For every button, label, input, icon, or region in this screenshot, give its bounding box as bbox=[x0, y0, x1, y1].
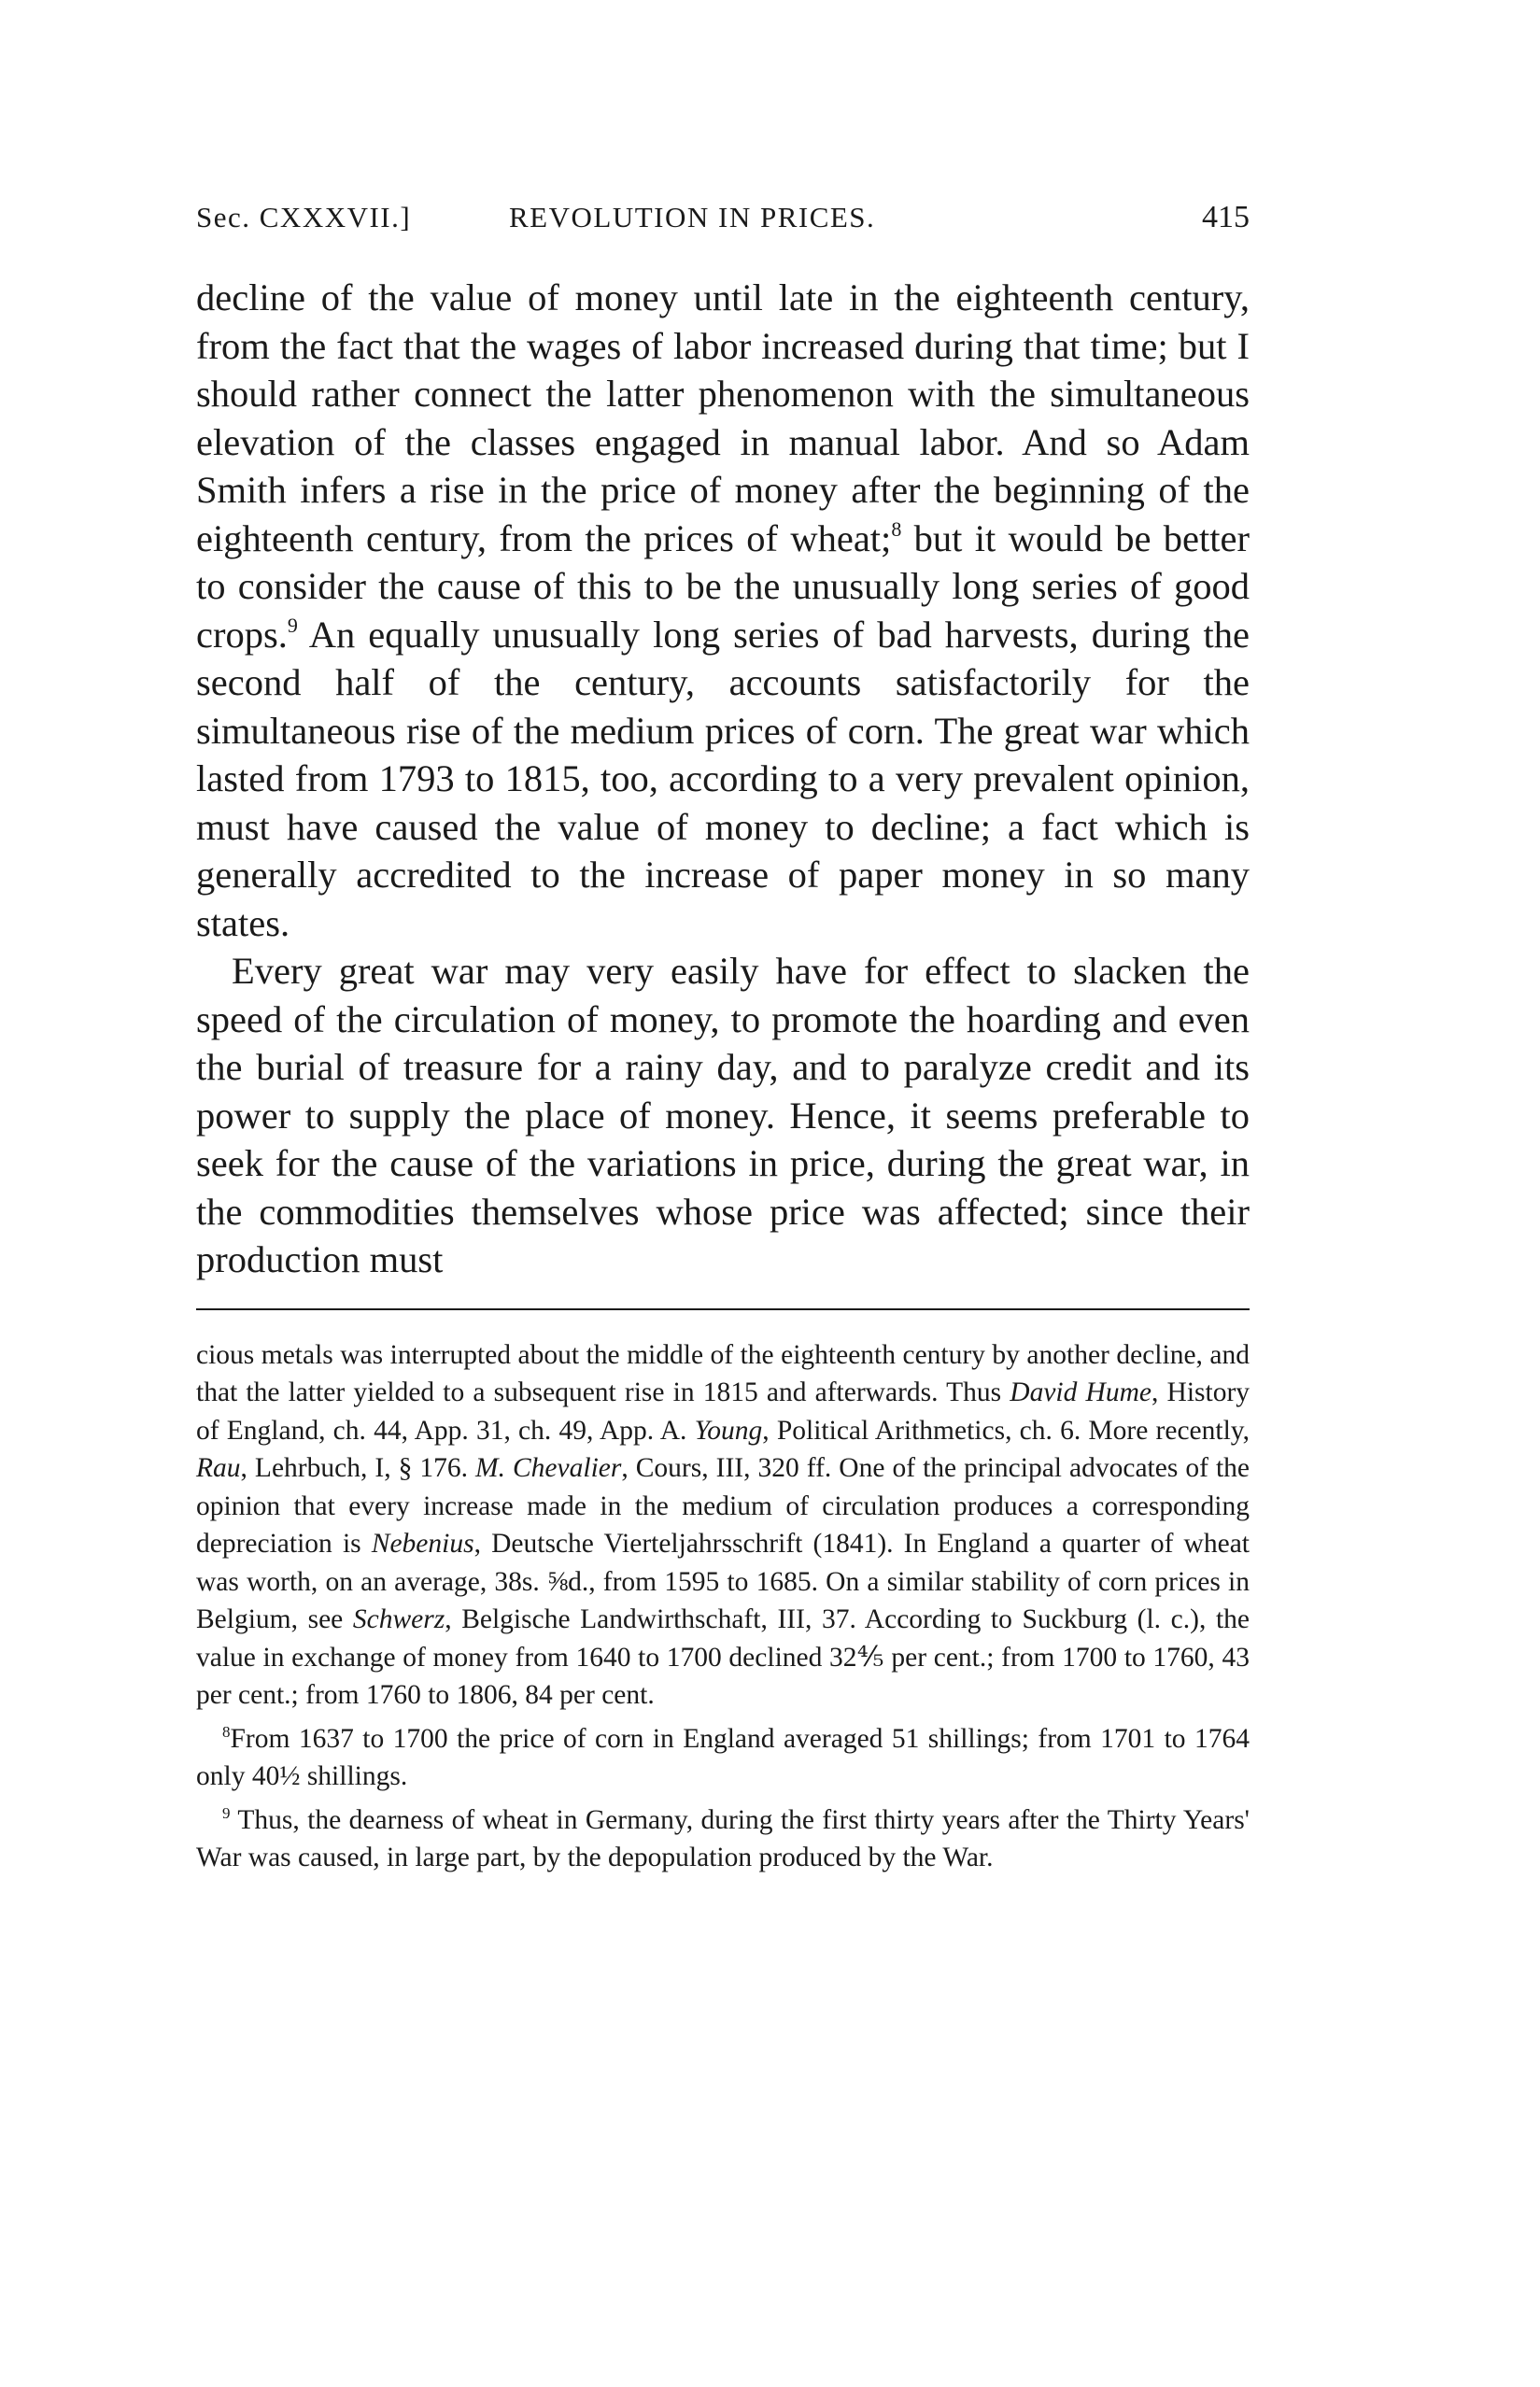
fn-text: , Lehrbuch, I, § 176. bbox=[240, 1453, 476, 1483]
fn-text: , History of England, ch. 44, App. 31, ch. 49, App. A. bbox=[196, 1377, 1250, 1446]
footnote-9 bbox=[196, 1801, 1250, 1877]
paragraph-1-text-a: decline of the value of money until late in the eighteenth century, from the fact that the wages of labor increased during that time; but I should rather connect the latter phenomenon with the simultaneous elevation of the classes engaged in manual labor. And so Adam Smith infers a rise in the price of money after the beginning of the eighteenth century, from the prices of wheat; bbox=[196, 276, 1250, 559]
paragraph-1 bbox=[196, 274, 1250, 947]
footnote-ref-9[interactable]: 9 bbox=[287, 613, 298, 637]
running-title: REVOLUTION IN PRICES. bbox=[509, 201, 876, 233]
paragraph-1-text-c: An equally unusually long series of bad harvests, during the second half of the century, accounts satisfactorily for the simultaneous rise of the medium prices of corn. The great war which lasted from 1793 to 1815, too, according to a very prevalent opinion, must have caused the value of money to decline; a fact which is generally accredited to the increase of paper money in so many states. bbox=[196, 613, 1250, 944]
fn-text: , Belgische Landwirthschaft, III, 37. According to Suckburg (l. c.), the value in exchange of money from 1640 to 1700 declined 32⅘ per cent.; from 1700 to 1760, 43 per cent.; from 1760 to 1806, 84 per cent. bbox=[196, 1604, 1250, 1710]
paragraph-2: Every great war may very easily have for effect to slacken the speed of the circulation of money, to promote the hoarding and even the burial of treasure for a rainy day, and to paralyze credit and its power to supply the place of money. Hence, it seems preferable to seek for the cause of the variations in price, during the great war, in the commodities themselves whose price was affected; since their production must bbox=[196, 950, 1250, 1280]
fn-text: , Deutsche Vierteljahrsschrift (1841). In England a quarter of wheat was worth, on an average, 38s. ⅝d., from 1595 to 1685. On a similar stability of corn prices in Belgium, see bbox=[196, 1529, 1250, 1634]
footnote-continuation bbox=[196, 1336, 1250, 1715]
running-head bbox=[196, 191, 1250, 244]
book-page bbox=[196, 191, 1250, 1877]
paragraph-1-text-b: but it would be better to consider the cause of this to be the unusually long series of good crops. bbox=[196, 516, 1250, 656]
footnote-ref-8[interactable]: 8 bbox=[891, 516, 902, 541]
page-number: 415 bbox=[1202, 200, 1250, 234]
fn-text: cious metals was interrupted about the middle of the eighteenth century by another decline, and that the latter yielded to a subsequent rise in 1815 and afterwards. Thus bbox=[196, 1339, 1250, 1407]
footnote-9-mark: 9 bbox=[222, 1803, 231, 1822]
footnotes bbox=[196, 1336, 1250, 1877]
fn-text: , Political Arithmetics, ch. 6. More recently, bbox=[762, 1415, 1250, 1446]
footnote-8 bbox=[196, 1720, 1250, 1796]
author-name: Young bbox=[694, 1415, 763, 1446]
author-name: Nebenius bbox=[371, 1529, 474, 1559]
author-name: David Hume bbox=[1010, 1377, 1151, 1407]
body-text bbox=[196, 274, 1250, 1284]
footnote-8-mark: 8 bbox=[222, 1722, 231, 1741]
author-name: Schwerz bbox=[352, 1604, 445, 1634]
footnote-rule bbox=[196, 1308, 1250, 1310]
fn-text: , Cours, III, 320 ff. One of the principal advocates of the opinion that every increase made in the medium of circulation produces a corresponding depreciation is bbox=[196, 1453, 1250, 1559]
author-name: M. Chevalier bbox=[475, 1453, 622, 1483]
section-label: Sec. CXXXVII.] bbox=[196, 201, 412, 233]
author-name: Rau bbox=[196, 1453, 241, 1483]
footnote-8-text: From 1637 to 1700 the price of corn in England averaged 51 shillings; from 1701 to 1764 only 40½ shillings. bbox=[196, 1723, 1250, 1791]
footnote-9-text: Thus, the dearness of wheat in Germany, during the first thirty years after the Thirty Years' War was caused, in large part, by the depopulation produced by the War. bbox=[196, 1804, 1250, 1872]
